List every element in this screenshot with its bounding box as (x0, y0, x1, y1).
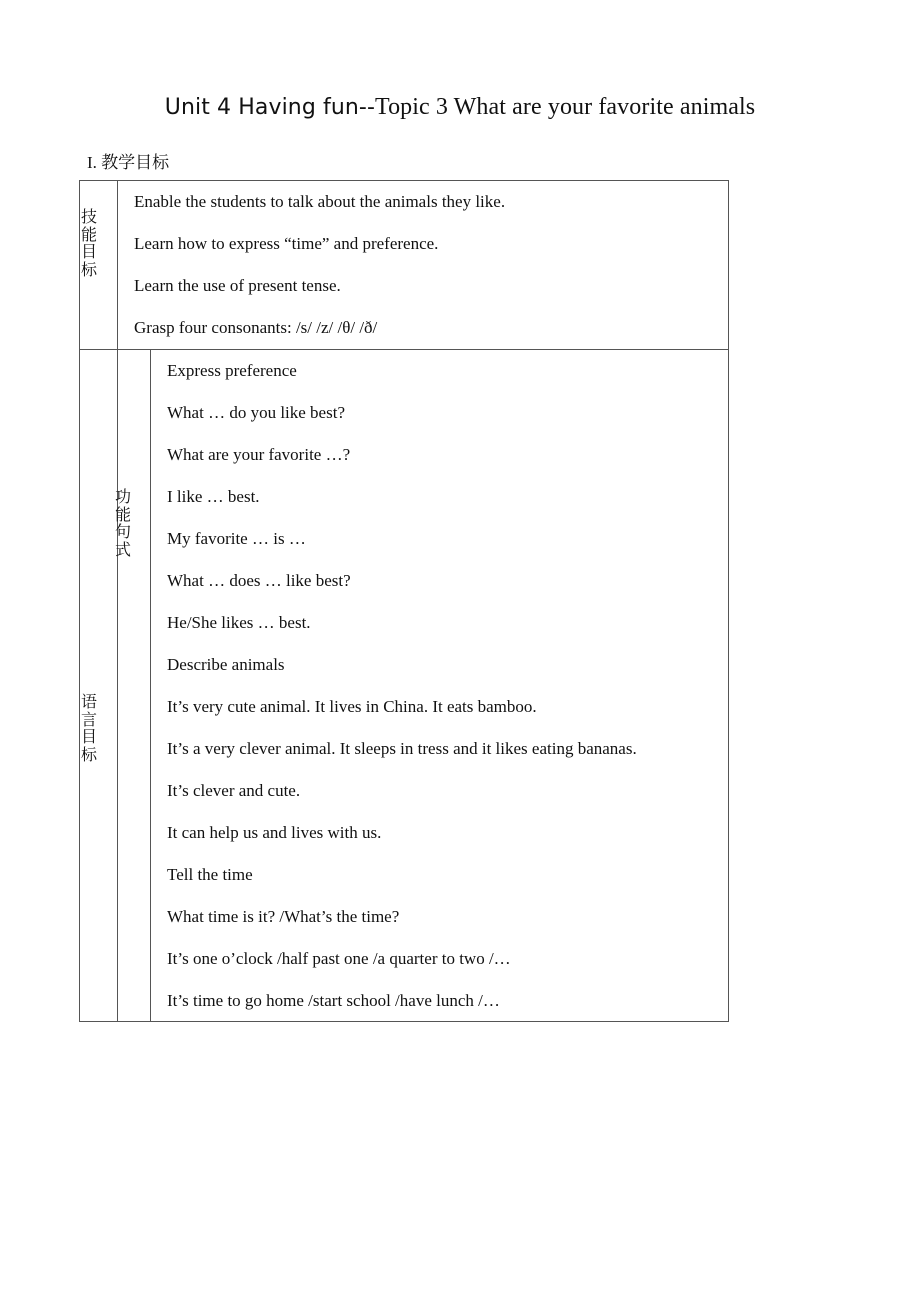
language-sub-label-cell (117, 349, 151, 1022)
title-part-unit: Unit 4 Having fun-- (164, 95, 375, 120)
language-line: It’s time to go home /start school /have lunch /… (167, 991, 500, 1010)
title-part-topic: Topic 3 What are your favorite animals (375, 94, 756, 120)
skills-line: Grasp four consonants: /s/ /z/ /θ/ /ð/ (134, 318, 378, 337)
skills-line: Learn the use of present tense. (134, 276, 341, 295)
language-label-cell (79, 349, 118, 1022)
language-line: It’s clever and cute. (167, 781, 301, 800)
language-line: He/She likes … best. (167, 613, 311, 632)
language-line: It’s a very clever animal. It sleeps in tress and it likes eating bananas. (167, 739, 637, 758)
section-heading: I. 教学目标 (87, 153, 170, 172)
language-line: What … do you like best? (167, 403, 345, 422)
label-char: 目 (80, 727, 97, 746)
label-char: 标 (80, 259, 97, 279)
language-line: My favorite … is … (167, 529, 306, 548)
label-char: 标 (80, 744, 97, 764)
label-char: 功 (115, 487, 132, 506)
language-line: Tell the time (167, 865, 253, 884)
label-char: 句 (115, 522, 132, 541)
label-char: 式 (115, 539, 132, 559)
language-line: It’s very cute animal. It lives in China. It eats bamboo. (167, 697, 537, 716)
language-line: It’s one o’clock /half past one /a quarter to two /… (167, 949, 511, 968)
language-label (80, 693, 98, 763)
language-line: Express preference (167, 361, 297, 380)
label-char: 语 (80, 692, 97, 711)
skills-line: Enable the students to talk about the animals they like. (134, 192, 506, 211)
language-line: Describe animals (167, 655, 285, 674)
skills-label (80, 208, 98, 278)
language-line: What … does … like best? (167, 571, 351, 590)
label-char: 能 (80, 224, 97, 244)
label-char: 目 (80, 242, 97, 261)
label-char: 技 (80, 207, 97, 226)
language-line: What time is it? /What’s the time? (167, 907, 400, 926)
function-sentence-label (115, 487, 132, 559)
label-char: 言 (80, 709, 97, 729)
document-title (0, 94, 920, 121)
language-line: It can help us and lives with us. (167, 823, 382, 842)
language-line: I like … best. (167, 487, 260, 506)
label-char: 能 (115, 504, 132, 524)
skills-line: Learn how to express “time” and preference. (134, 234, 439, 253)
language-line: What are your favorite …? (167, 445, 351, 464)
